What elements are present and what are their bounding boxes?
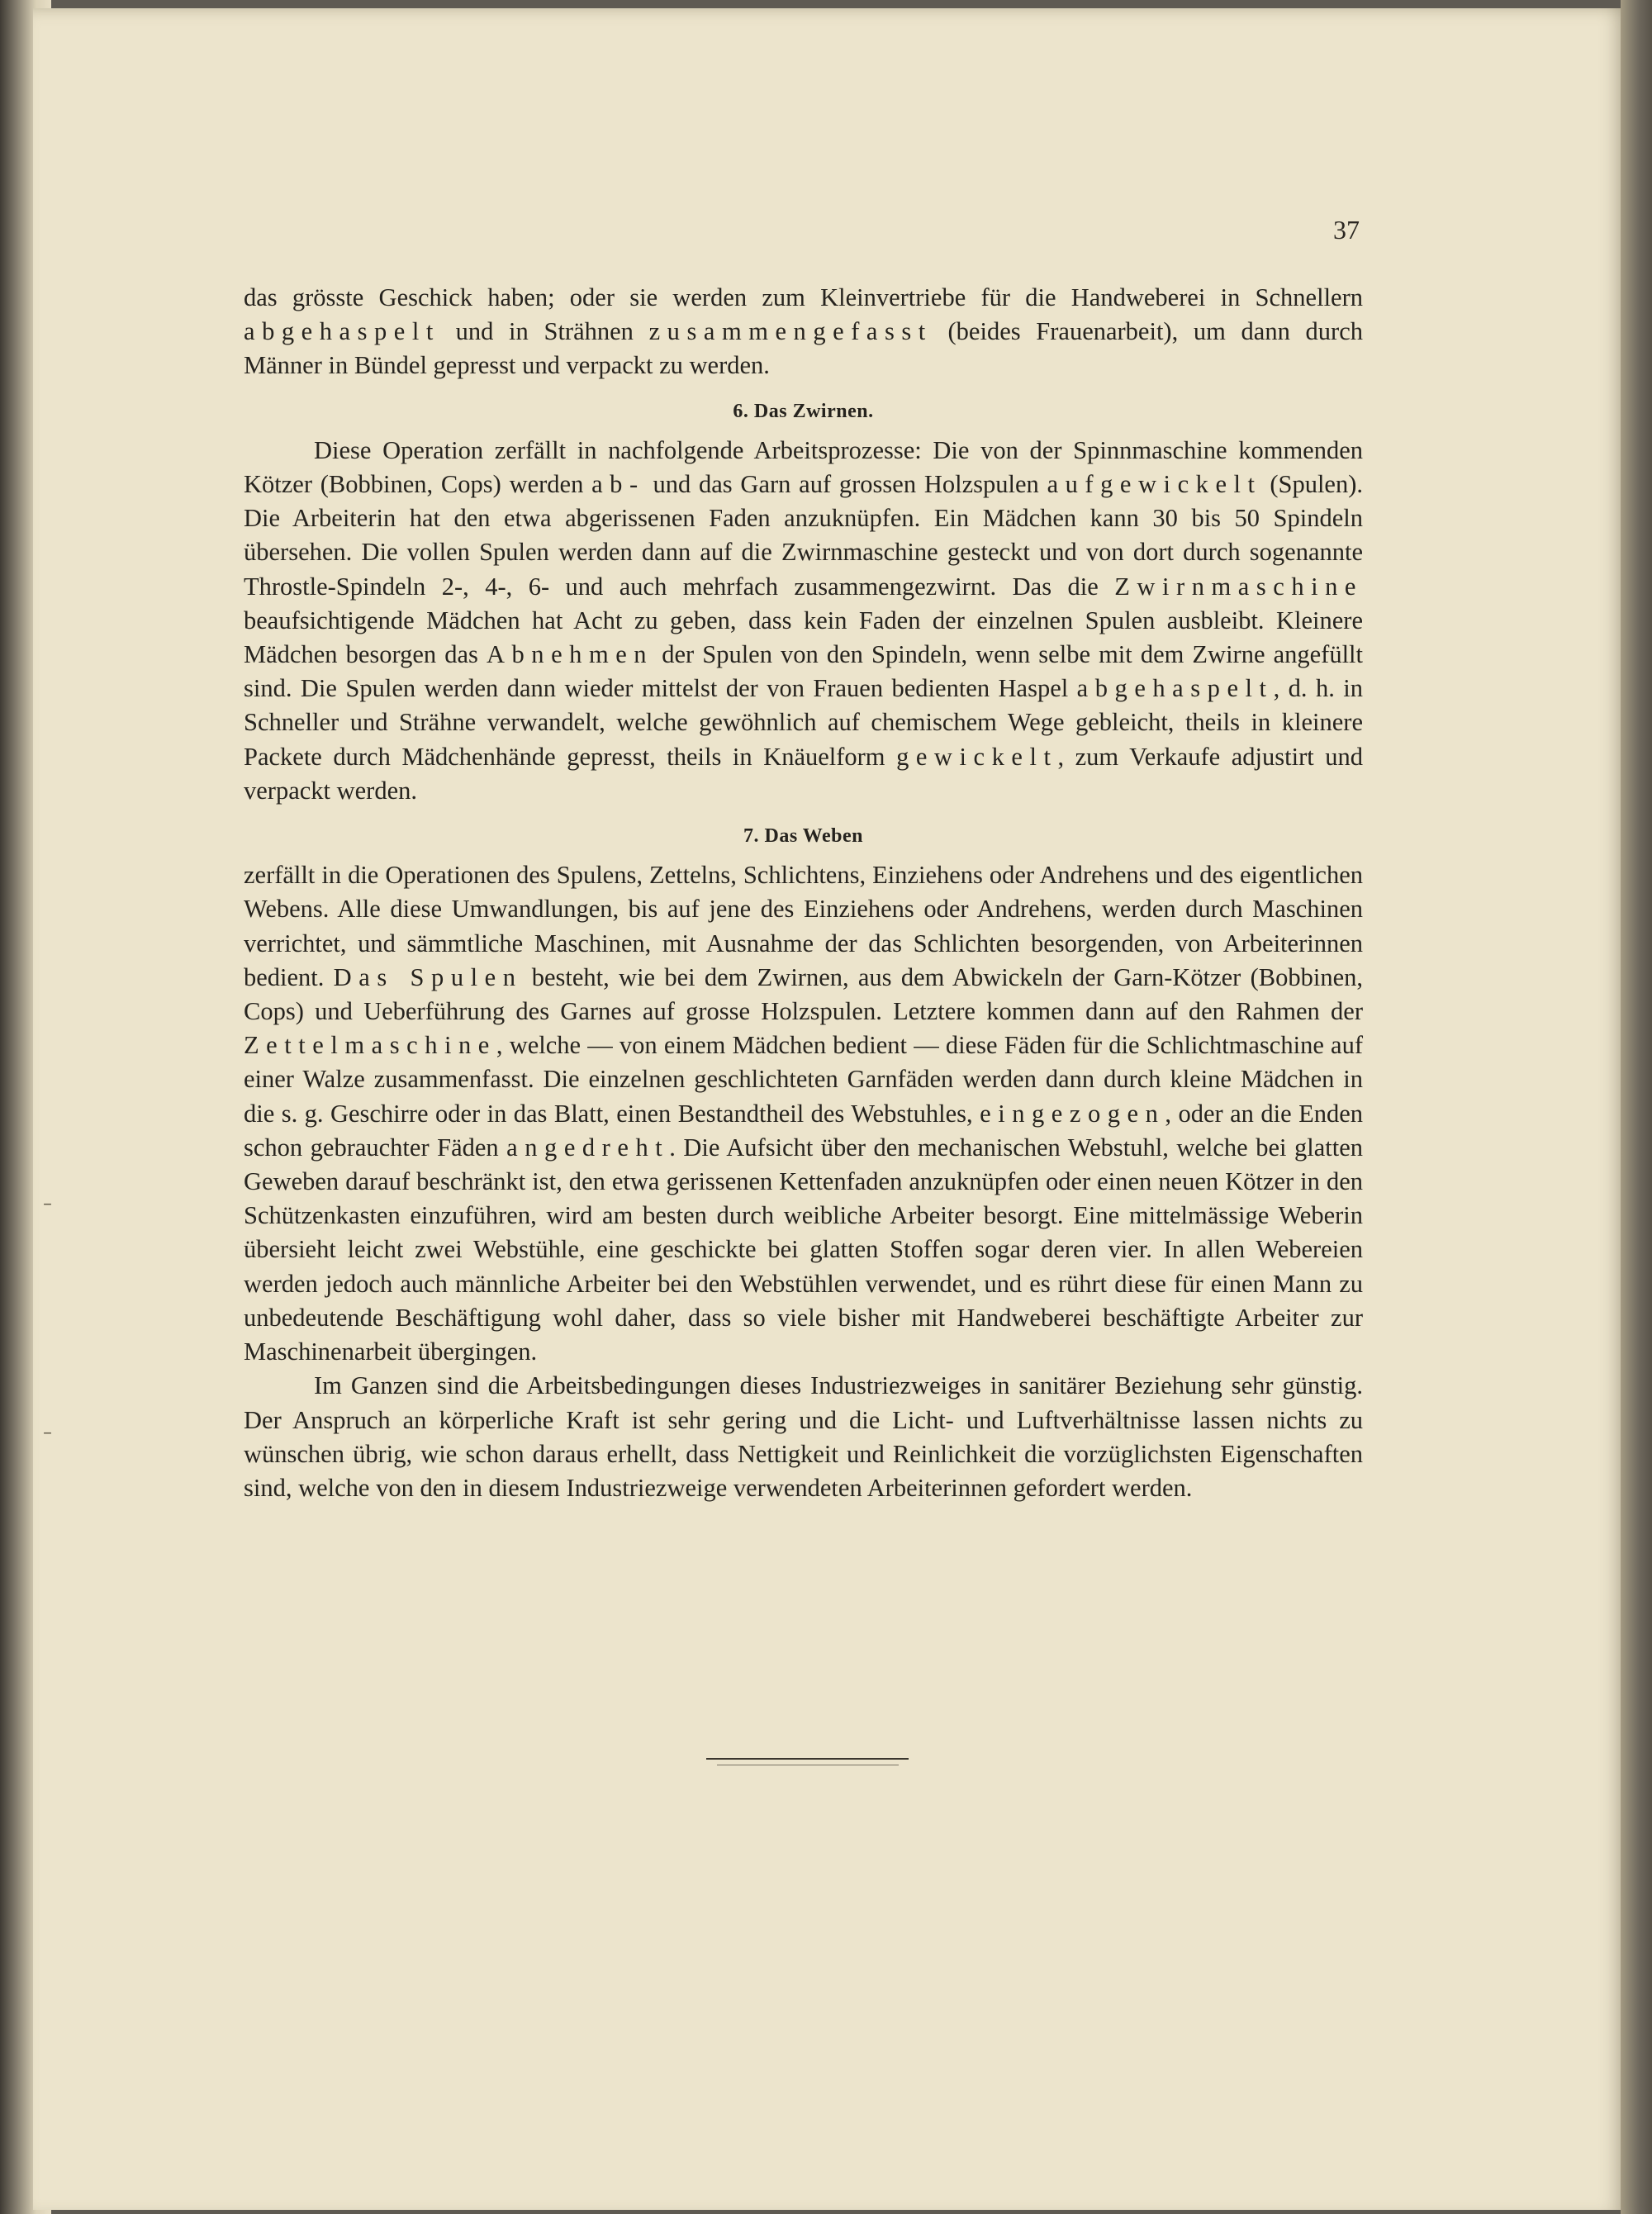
text-run: , oder an die Enden schon gebrauchter Fäden [244,1099,1363,1162]
text-run: besteht, wie bei dem Zwirnen, aus dem Abwickeln der Garn-Kötzer (Bobbinen, Cops) und Ueberführung des Garnes auf grosse Holzspulen. Letztere kommen dann auf den Rahmen der [244,962,1363,1026]
text-run: . Die Aufsicht über den mechanischen Webstuhl, welche bei glatten Geweben darauf beschränkt ist, den etwa gerissenen Kettenfaden anzuknüpfen oder einen neuen Kötzer in den Schützenkasten einzuführen, wird am besten durch weibliche Arbeiter besorgt. Eine mittelmässige Weberin übersieht leicht zwei Webstühle, eine geschickte bei glatten Stoffen sogar deren vier. In allen Webereien werden jedoch auch männliche Arbeiter bei den Webstühlen verwendet, und es rührt diese für einen Mann zu unbedeutende Beschäftigung wohl daher, dass so viele bisher mit Handweberei beschäftigte Arbeiter zur Maschinenarbeit übergingen. [244,1133,1363,1366]
spaced-emphasis: Zettelmaschine [244,1031,496,1060]
spaced-emphasis: ab- [591,470,645,499]
text-run: der Spulen von den Spindeln, wenn selbe mit dem Zwirne angefüllt sind. Die Spulen werden dann wieder mittelst der von Frauen bedienten Haspel [244,640,1363,703]
page-edge-shadow [1621,0,1652,2214]
text-run: und in Strähnen [439,317,649,346]
section-heading-weben: 7. Das Weben [743,825,863,848]
text-run: und das Garn auf grossen Holzspulen [644,470,1047,499]
paragraph-conclusion: Im Ganzen sind die Arbeitsbedingungen dieses Industriezweiges in sanitärer Beziehung sehr günstig. Der Anspruch an körperliche Kraft ist sehr gering und die Licht- und Luftverhältnisse lassen nichts zu wünschen übrig, wie schon daraus erhellt, dass Nettigkeit und Reinlichkeit die vorzüglichsten Eigenschaften sind, welche von den in diesem Industriezweige verwendeten Arbeiterinnen gefordert werden. [244,1371,1363,1502]
paragraph-zwirnen [244,434,1363,808]
spaced-emphasis: angedreht [506,1133,670,1162]
spaced-emphasis: zusammengefasst [648,317,933,346]
text-run: beaufsichtigende Mädchen hat Acht zu geben, dass kein Faden der einzelnen Spulen ausbleibt. Kleinere Mädchen besorgen das [244,606,1363,669]
margin-tick-mark: – [43,1194,52,1214]
section-heading-zwirnen: 6. Das Zwirnen. [733,400,874,422]
spaced-emphasis: gewickelt [896,742,1058,771]
text-run: zerfällt in die Operationen des Spulens, Zettelns, Schlichtens, Einziehens oder Andrehens und des eigentlichen Webens. Alle diese Umwandlungen, bis auf jene des Einziehens oder Andrehens, werden durch Maschinen verrichtet, und sämmtliche Maschinen, mit Ausnahme der das Schlichten besorgenden, von Arbeiterinnen bedient. [244,861,1363,991]
text-run: (Spulen). Die Arbeiterin hat den etwa abgerissenen Faden anzuknüpfen. Ein Mädchen kann 30 bis 50 Spindeln übersehen. Die vollen Spulen werden dann auf die Zwirnmaschine gesteckt und von dort durch sogenannte Throstle-Spindeln 2-, 4-, 6- und auch mehrfach zusammengezwirnt. Das die [244,470,1363,601]
text-run: , d. h. in Schneller und Strähne verwandelt, welche gewöhnlich auf chemischem Wege gebleicht, theils in kleinere Packete durch Mädchenhände gepresst, theils in Knäuelform [244,674,1363,771]
spaced-emphasis: Abnehmen [486,640,654,669]
spaced-emphasis: Zwirnmaschine [1114,572,1363,601]
paragraph-continuation [244,281,1363,383]
spaced-emphasis: eingezogen [980,1099,1165,1128]
page-number: 37 [1333,215,1360,245]
spaced-emphasis: Das Spulen [333,962,523,991]
spaced-emphasis: aufgewickelt [1047,470,1262,499]
paragraph-weben [244,858,1363,1369]
spaced-emphasis: abgehaspelt [244,317,440,346]
text-run: (beides Frauenarbeit), um dann durch Männer in Bündel gepresst und verpackt zu werden. [244,317,1363,380]
text-run: Diese Operation zerfällt in nachfolgende Arbeitsprozesse: Die von der Spinnmaschine kommenden Kötzer (Bobbinen, Cops) werden [244,435,1363,499]
text-run: , zum Verkaufe adjustirt und verpackt werden. [244,742,1363,805]
end-rule [706,1758,909,1760]
margin-tick-mark: – [43,1423,52,1443]
spaced-emphasis: abgehaspelt [1076,674,1274,703]
body-text [244,281,1363,1505]
text-run: , welche — von einem Mädchen bedient — diese Fäden für die Schlichtmaschine auf einer Walze zusammenfasst. Die einzelnen geschlichteten Garnfäden werden dann durch kleine Mädchen in die s. g. Geschirre oder in das Blatt, einen Bestandtheil des Webstuhles, [244,1031,1363,1128]
text-run: das grösste Geschick haben; oder sie werden zum Kleinvertriebe für die Handweberei in Schnellern [244,283,1363,311]
